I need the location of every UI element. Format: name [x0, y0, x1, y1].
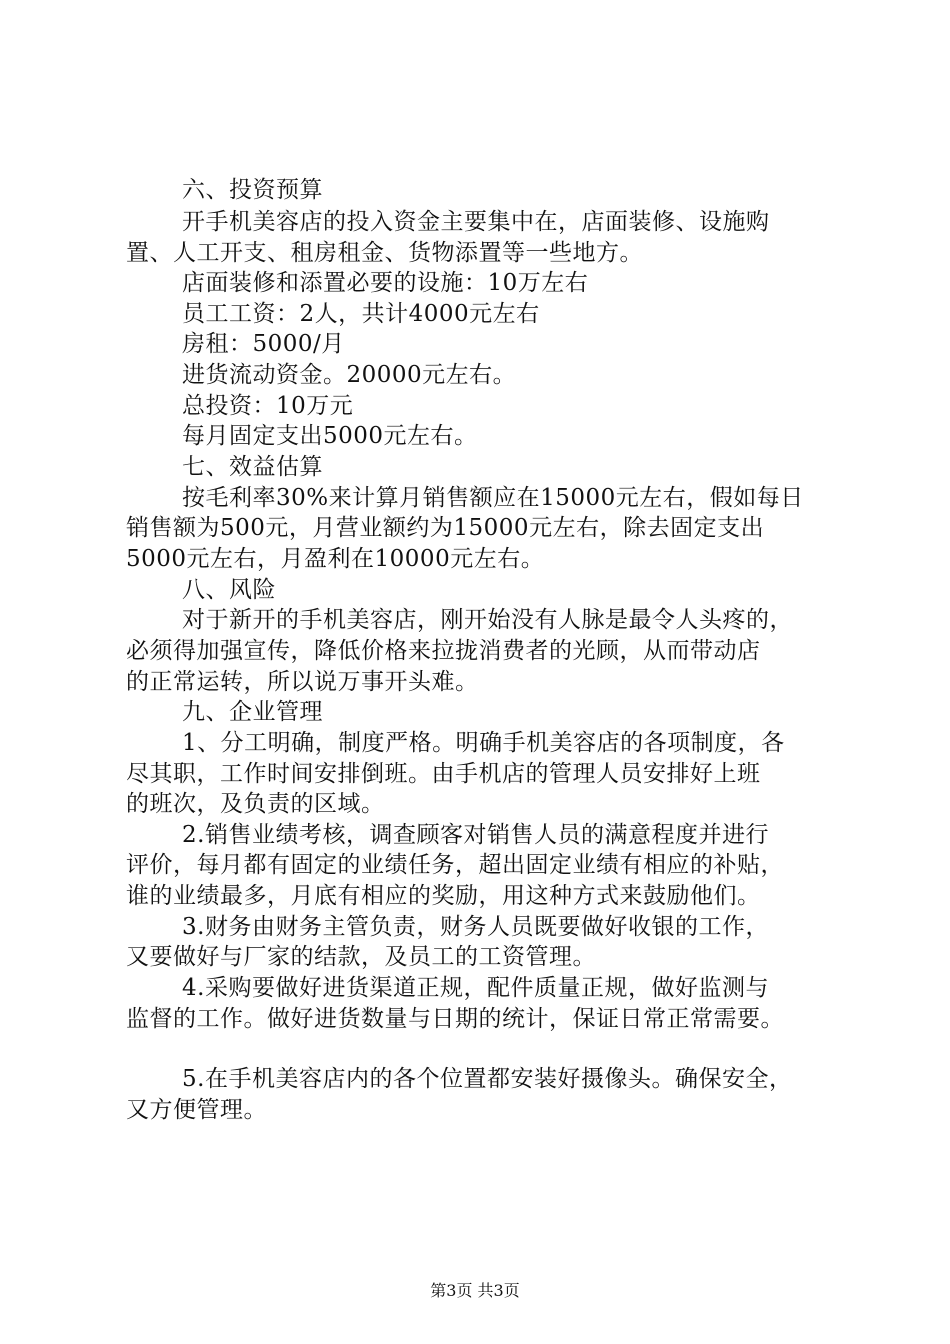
- paragraph-line: 销售额为500元，月营业额约为15000元左右，除去固定支出: [126, 515, 765, 541]
- paragraph-line: 又要做好与厂家的结款，及员工的工资管理。: [126, 944, 596, 970]
- paragraph-line: 房租：5000/月: [182, 331, 345, 357]
- paragraph-line: 必须得加强宣传，降低价格来拉拢消费者的光顾，从而带动店: [126, 638, 761, 664]
- paragraph-line: 2.销售业绩考核，调查顾客对销售人员的满意程度并进行: [182, 822, 769, 848]
- paragraph-line: 尽其职，工作时间安排倒班。由手机店的管理人员安排好上班: [126, 761, 761, 787]
- paragraph-line: 对于新开的手机美容店，刚开始没有人脉是最令人头疼的，: [182, 607, 793, 633]
- paragraph-line: 3.财务由财务主管负责，财务人员既要做好收银的工作，: [182, 914, 769, 940]
- paragraph-line: 的班次，及负责的区域。: [126, 791, 385, 817]
- paragraph-line: 5000元左右，月盈利在10000元左右。: [126, 546, 545, 572]
- paragraph-line: 1、分工明确，制度严格。明确手机美容店的各项制度，各: [182, 730, 785, 756]
- paragraph-line: 总投资：10万元: [182, 393, 354, 419]
- paragraph-line: 开手机美容店的投入资金主要集中在，店面装修、设施购: [182, 209, 770, 235]
- paragraph-line: 评价，每月都有固定的业绩任务，超出固定业绩有相应的补贴，: [126, 852, 784, 878]
- paragraph-line: 谁的业绩最多，月底有相应的奖励，用这种方式来鼓励他们。: [126, 883, 761, 909]
- paragraph-line: 按毛利率30%来计算月销售额应在15000元左右，假如每日: [182, 485, 804, 511]
- paragraph-line: 置、人工开支、租房租金、货物添置等一些地方。: [126, 240, 643, 266]
- section-heading-benefit-estimate: 七、效益估算: [182, 454, 323, 480]
- paragraph-line: 每月固定支出5000元左右。: [182, 423, 478, 449]
- paragraph-line: 5.在手机美容店内的各个位置都安装好摄像头。确保安全，: [182, 1066, 793, 1092]
- paragraph-line: 又方便管理。: [126, 1097, 267, 1123]
- paragraph-line: 监督的工作。做好进货数量与日期的统计，保证日常正常需要。: [126, 1006, 784, 1032]
- paragraph-line: 进货流动资金。20000元左右。: [182, 362, 517, 388]
- section-heading-management: 九、企业管理: [182, 699, 323, 725]
- section-heading-risk: 八、风险: [182, 577, 276, 603]
- paragraph-line: 店面装修和添置必要的设施：10万左右: [182, 270, 589, 296]
- section-heading-investment-budget: 六、投资预算: [182, 177, 323, 203]
- page-footer: 第3页 共3页: [430, 1281, 520, 1300]
- paragraph-line: 员工工资：2人，共计4000元左右: [182, 301, 540, 327]
- paragraph-line: 4.采购要做好进货渠道正规，配件质量正规，做好监测与: [182, 975, 769, 1001]
- paragraph-line: 的正常运转，所以说万事开头难。: [126, 669, 479, 695]
